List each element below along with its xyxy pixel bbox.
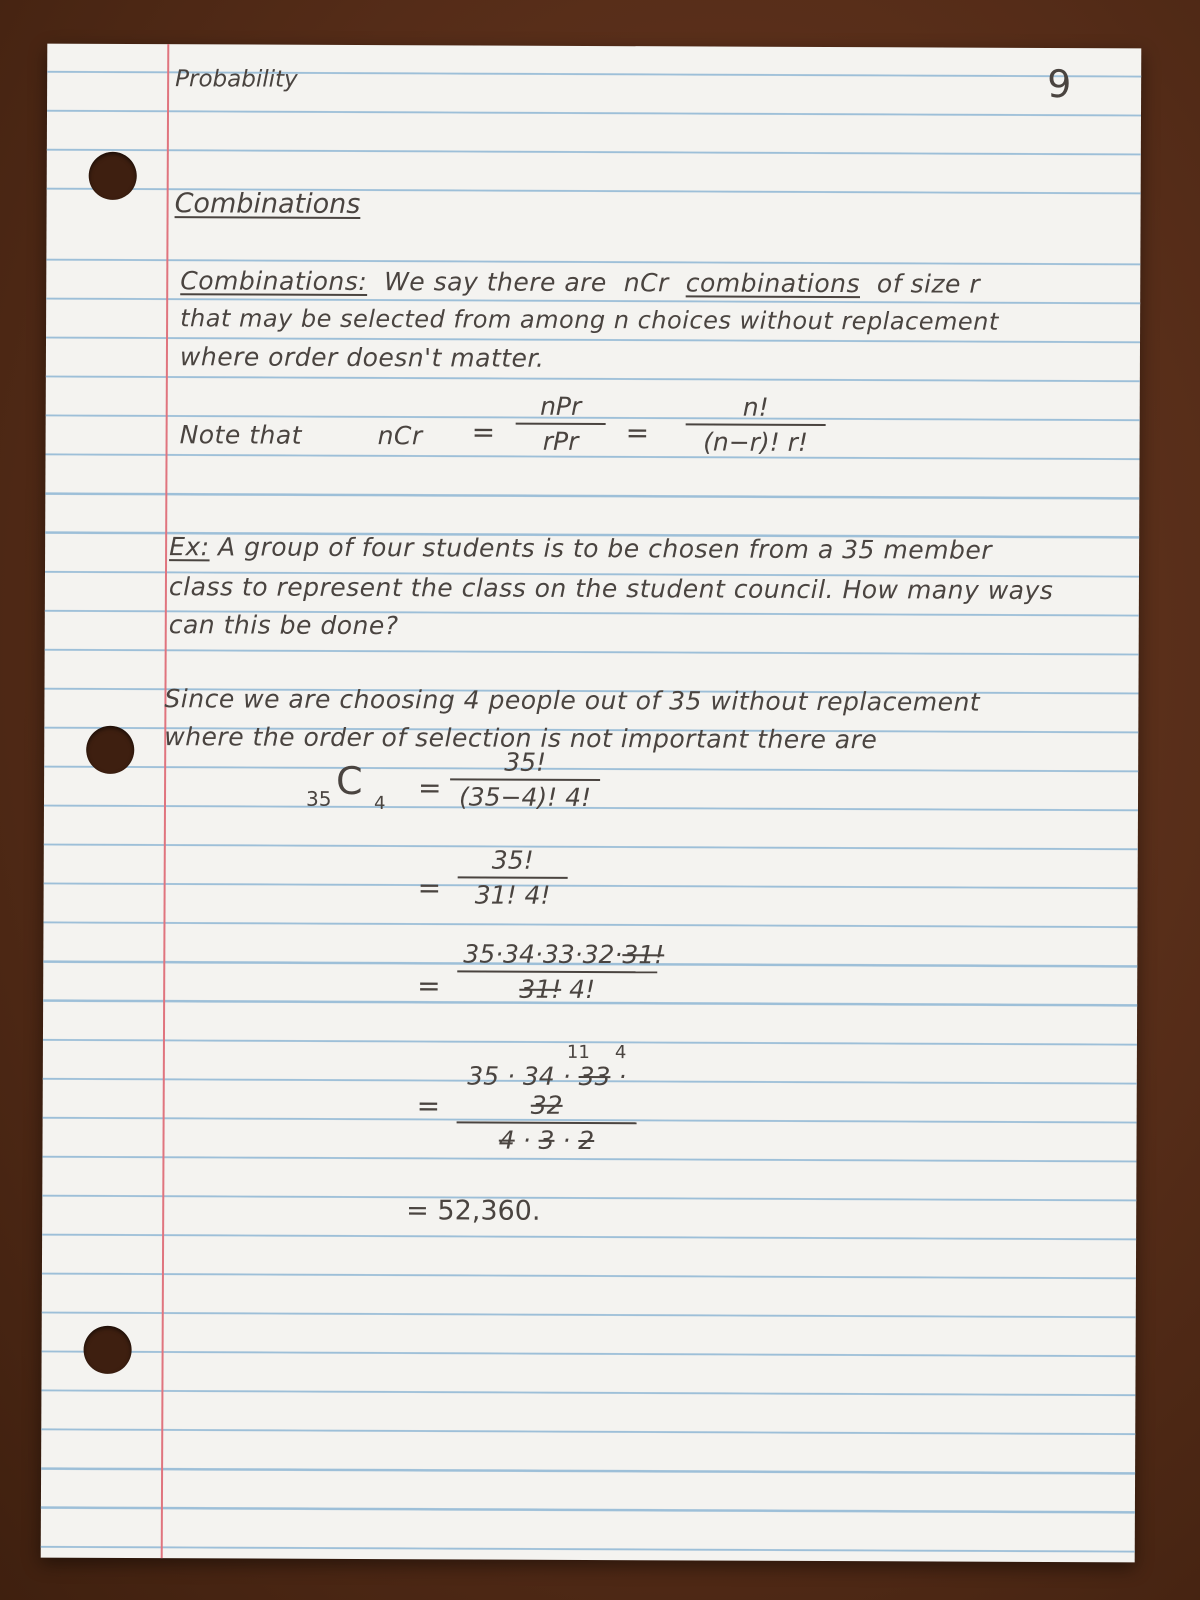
step-4-fraction xyxy=(456,1061,636,1155)
step-2-fraction xyxy=(458,845,568,909)
step-3-den-cancelled: 31! xyxy=(519,974,562,1004)
step-1-fraction xyxy=(450,747,600,812)
step-4-num-d: 32 xyxy=(530,1090,563,1120)
lhs-c: C xyxy=(335,758,363,804)
page-number: 9 xyxy=(1047,61,1072,107)
step-4-den xyxy=(456,1123,636,1155)
step-1-num: 35! xyxy=(450,747,600,781)
step-4-den-c: 3 xyxy=(538,1125,555,1155)
step-4-above-1: 11 xyxy=(566,1041,590,1063)
punch-hole-bottom xyxy=(84,1326,132,1374)
example-text-1: A group of four students is to be chosen from a 35 member xyxy=(218,532,993,565)
example-line-3: can this be done? xyxy=(168,610,399,641)
definition-notation: nCr xyxy=(623,268,669,298)
step-4-den-d: · xyxy=(554,1125,579,1155)
note-fraction-1-den: rPr xyxy=(542,426,579,456)
example-line-1 xyxy=(169,532,992,565)
equals-sign: = xyxy=(417,771,442,805)
section-title: Combinations xyxy=(174,188,361,220)
step-1-den: (35−4)! 4! xyxy=(458,782,592,813)
equals-sign: = xyxy=(417,871,442,905)
step-3-den-rest: 4! xyxy=(561,974,596,1005)
note-fraction-1-num: nPr xyxy=(516,392,606,425)
definition-line-2: that may be selected from among n choices without replacement xyxy=(180,304,999,336)
step-3-num-product: 35·34·33·32· xyxy=(463,939,623,970)
step-4-den-b: · xyxy=(514,1125,539,1155)
step-3-num-cancelled: 31! xyxy=(622,940,665,970)
note-prefix: Note that xyxy=(179,420,303,450)
note-fraction-1 xyxy=(516,392,606,456)
punch-hole-top xyxy=(89,152,137,200)
step-4-above-2: 4 xyxy=(614,1042,627,1064)
step-3-num xyxy=(457,939,665,973)
step-3-den xyxy=(457,972,657,1004)
step-3-fraction xyxy=(457,939,665,1005)
lhs-n: 35 xyxy=(305,786,332,811)
equals-sign: = xyxy=(416,1089,441,1123)
step-4-den-a: 4 xyxy=(498,1125,515,1155)
step-4-den-e: 2 xyxy=(578,1125,595,1156)
definition-combinations: combinations xyxy=(685,268,861,299)
note-fraction-2 xyxy=(686,392,826,457)
step-4-num-a: 35 · 34 · xyxy=(467,1061,579,1091)
note-lhs: nCr xyxy=(377,421,423,451)
subject-heading: Probability xyxy=(175,66,298,93)
definition-size: of size r xyxy=(876,269,981,299)
note-fraction-2-num: n! xyxy=(686,392,826,426)
equals-sign: = xyxy=(471,415,496,449)
step-4-num-b: 33 xyxy=(578,1061,611,1092)
punch-hole-middle xyxy=(86,726,134,774)
equals-sign: = xyxy=(625,416,650,450)
final-result: = 52,360. xyxy=(406,1195,541,1227)
solution-line-2: where the order of selection is not important there are xyxy=(164,722,878,755)
example-label: Ex: xyxy=(169,532,210,562)
note-fraction-2-den: (n−r)! r! xyxy=(703,427,809,457)
step-2-num: 35! xyxy=(458,845,568,878)
notebook-page xyxy=(41,44,1142,1563)
margin-line xyxy=(161,44,170,1558)
definition-line-1 xyxy=(180,266,980,298)
solution-line-1: Since we are choosing 4 people out of 35 without replacement xyxy=(164,684,981,717)
step-2-den: 31! 4! xyxy=(474,880,551,910)
definition-term: Combinations: xyxy=(180,266,368,297)
definition-text-1: We say there are xyxy=(384,267,607,298)
lhs-r: 4 xyxy=(373,793,386,815)
definition-line-3: where order doesn't matter. xyxy=(179,342,545,373)
step-4-num-c: · xyxy=(610,1062,627,1092)
step-4-num xyxy=(457,1061,637,1124)
example-line-2: class to represent the class on the student council. How many ways xyxy=(168,572,1054,606)
equals-sign: = xyxy=(417,969,441,1003)
